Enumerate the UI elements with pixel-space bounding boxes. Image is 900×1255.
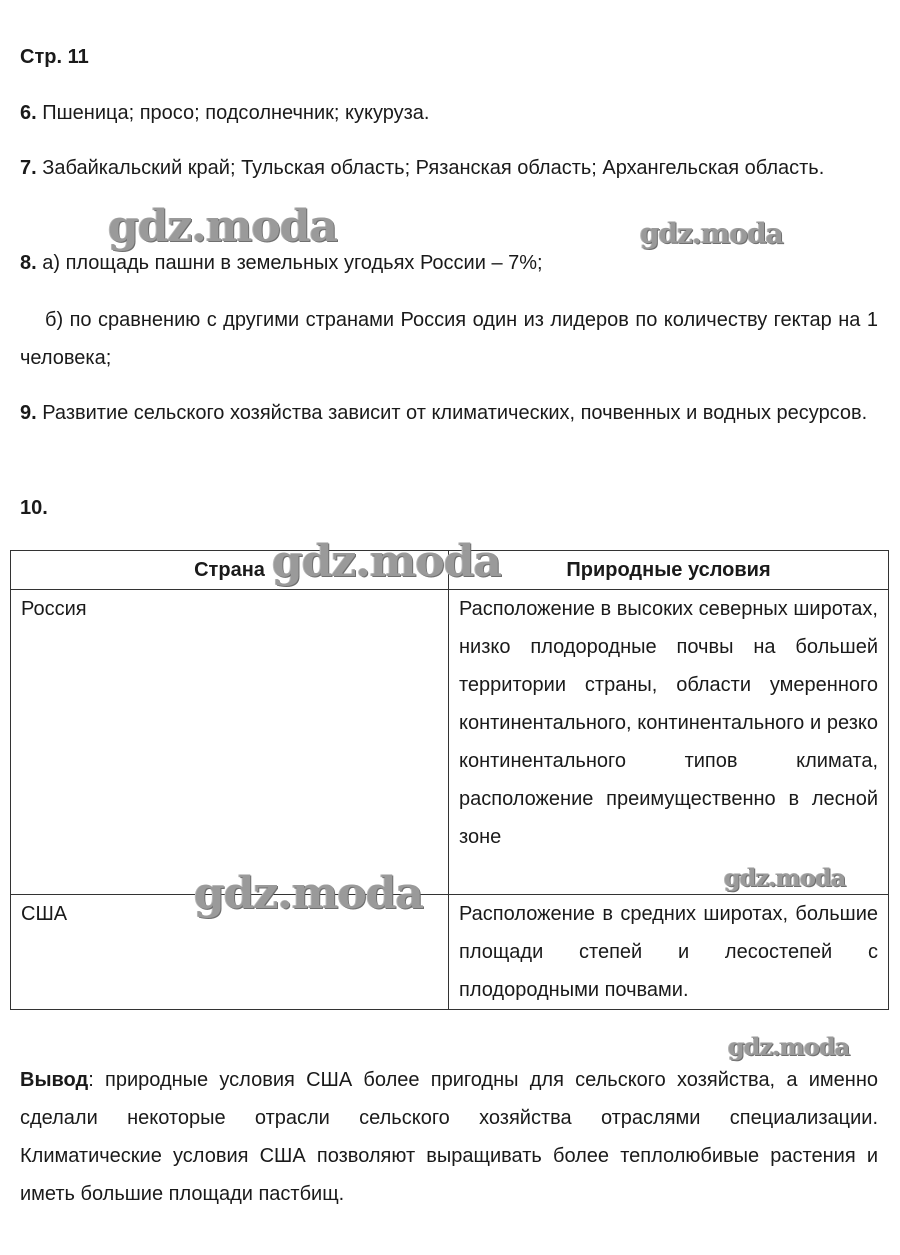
watermark: gdz.moda — [728, 1032, 850, 1061]
cell-conditions-russia: Расположение в высоких северных широтах, низко плодородные почвы на большей территории страны, области умеренного континентального, континентального и резко континентального типов климата, расположение преимущественно в лесной зоне — [449, 590, 889, 895]
table-row-russia — [11, 590, 889, 895]
answer-7-text: Забайкальский край; Тульская область; Рязанская область; Архангельская область. — [36, 157, 825, 179]
answer-8a — [20, 244, 878, 282]
watermark: gdz.moda — [724, 863, 846, 892]
column-header-conditions: Природные условия — [449, 551, 889, 590]
watermark: gdz.moda — [194, 868, 424, 919]
conclusion-label: Вывод — [20, 1069, 89, 1091]
column-header-country: Страна — [11, 551, 449, 590]
table-row-usa — [11, 895, 889, 1010]
cell-country-usa: США — [11, 895, 449, 1010]
answer-6-text: Пшеница; просо; подсолнечник; кукуруза. — [36, 102, 430, 124]
cell-country-russia: Россия — [11, 590, 449, 895]
answer-8-number: 8. — [20, 252, 37, 274]
answer-9-number: 9. — [20, 402, 37, 424]
answer-9 — [20, 394, 878, 432]
natural-conditions-table — [10, 550, 889, 1010]
watermark: gdz.moda — [640, 217, 783, 250]
watermark: gdz.moda — [272, 536, 502, 587]
answer-10-number: 10. — [20, 497, 48, 519]
conclusion-text: : природные условия США более пригодны для сельского хозяйства, а именно сделали некоторые отрасли сельского хозяйства отраслями специализации. Климатические условия США позволяют выращивать более теплолюбивые растения и иметь большие площади пастбищ. — [20, 1069, 878, 1205]
answer-7-number: 7. — [20, 157, 37, 179]
answer-9-text: Развитие сельского хозяйства зависит от климатических, почвенных и водных ресурсов. — [36, 402, 868, 424]
cell-conditions-usa: Расположение в средних широтах, большие площади степей и лесостепей с плодородными почвами. — [449, 895, 889, 1010]
page-heading: Стр. 11 — [20, 46, 89, 68]
answer-8b: б) по сравнению с другими странами Россия один из лидеров по количеству гектар на 1 человека; — [20, 309, 878, 369]
conclusion — [20, 1061, 878, 1213]
watermark: gdz.moda — [108, 201, 338, 252]
answer-6 — [20, 94, 878, 132]
answer-6-number: 6. — [20, 102, 37, 124]
answer-8a-text: а) площадь пашни в земельных угодьях России – 7%; — [36, 252, 543, 274]
answer-7 — [20, 149, 878, 187]
table-header-row — [11, 551, 889, 590]
